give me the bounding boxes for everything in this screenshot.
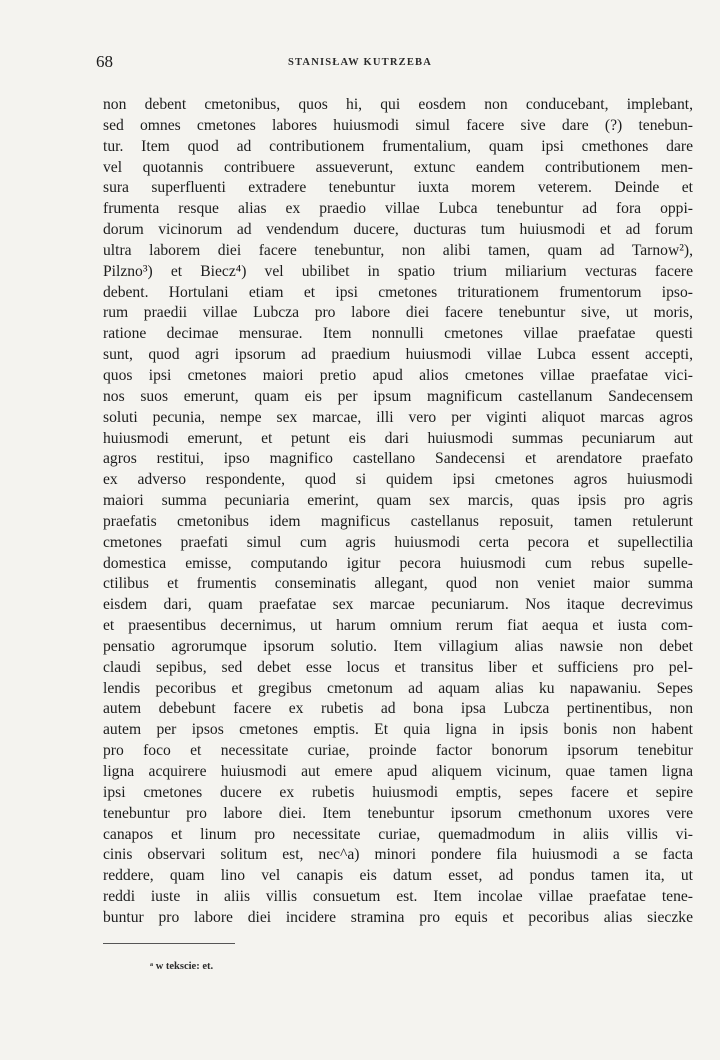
text-line: autem per ipsos cmetones emptis. Et quia ligna in ipsis bonis non habent bbox=[103, 721, 693, 739]
text-line: claudi sepibus, sed debet esse locus et transitus liber et sufficiens pro pel- bbox=[103, 658, 693, 676]
text-line: dorum vicinorum ad vendendum ducere, ducturas tum huiusmodi et ad forum bbox=[103, 221, 693, 239]
text-line: non debent cmetonibus, quos hi, qui eosdem non conducebant, implebant, bbox=[103, 96, 693, 113]
text-line: sunt, quod agri ipsorum ad praedium huiusmodi villae Lubca essent accepti, bbox=[103, 346, 693, 364]
footnote: ᵃ w tekscie: et. bbox=[150, 961, 214, 972]
text-line: pro foco et necessitate curiae, proinde factor bonorum ipsorum tenebitur bbox=[103, 742, 693, 760]
text-line: tur. Item quod ad contributionem frumentalium, quam ipsi cmethones dare bbox=[103, 137, 693, 155]
text-line: ipsi cmetones ducere ex rubetis huiusmodi emptis, sepes facere et sepire bbox=[103, 783, 693, 801]
text-line: cmetones praefati simul cum agris huiusmodi certa pecora et supellectilia bbox=[103, 533, 693, 551]
running-head: STANISŁAW KUTRZEBA bbox=[287, 57, 433, 68]
text-line: reddi iuste in aliis villis consuetum est. Item incolae villae praefatae tene- bbox=[103, 888, 693, 906]
text-line: reddere, quam lino vel canapis eis datum esset, ad pondus tamen ita, ut bbox=[103, 867, 693, 885]
text-line: ctilibus et frumentis conseminatis allegant, quod non veniet maior summa bbox=[103, 575, 693, 593]
text-line: buntur pro labore diei incidere stramina pro equis et pecoribus alias sieczke bbox=[103, 908, 693, 926]
text-line: ligna acquirere huiusmodi aut emere apud aliquem vicinum, quae tamen ligna bbox=[103, 763, 693, 780]
text-line: quos ipsi cmetones maiori pretio apud alios cmetones villae praefatae vici- bbox=[103, 366, 693, 384]
text-line: maiori summa pecuniaria emerint, quam sex marcis, quas ipsis pro agris bbox=[103, 492, 693, 510]
text-line: nos suos emerunt, quam eis per ipsum magnificum castellanum Sandecensem bbox=[103, 387, 693, 405]
text-line: ex adverso respondente, quod si quidem ipsi cmetones agros huiusmodi bbox=[103, 471, 693, 489]
text-line: lendis pecoribus et gregibus cmetonum ad aquam alias ku napawaniu. Sepes bbox=[103, 679, 693, 697]
text-line: debent. Hortulani etiam et ipsi cmetones triturationem frumentorum ipso- bbox=[103, 283, 693, 301]
text-line: soluti pecunia, nempe sex marcae, illi vero per viginti aliquot marcas agros bbox=[103, 408, 693, 426]
text-line: praefatis cmetonibus idem magnificus castellanus reposuit, tamen retulerunt bbox=[103, 512, 693, 530]
text-line: rum praedii villae Lubcza pro labore diei facere tenebuntur sive, ut moris, bbox=[103, 304, 693, 322]
text-line: autem debebunt facere ex rubetis ad bona ipsa Lubcza pertinentibus, non bbox=[103, 700, 693, 718]
text-line: ratione decimae mensurae. Item nonnulli cmetones villae praefatae questi bbox=[103, 325, 693, 343]
text-line: frumenta resque alias ex praedio villae Lubca tenebuntur ad fora oppi- bbox=[103, 200, 693, 218]
text-line: canapos et linum pro necessitate curiae, quemadmodum in aliis villis vi- bbox=[103, 825, 693, 843]
text-line: sura superfluenti extradere tenebuntur iuxta morem veterem. Deinde et bbox=[103, 179, 693, 197]
text-line: eisdem dari, quam praefatae sex marcae pecuniarum. Nos itaque decrevimus bbox=[103, 596, 693, 614]
text-line: ultra laborem diei facere tenebuntur, non alibi tamen, quam ad Tarnow²), bbox=[103, 241, 693, 259]
footnote-divider bbox=[103, 943, 235, 944]
text-line: domestica emisse, computando igitur pecora huiusmodi cum rebus supelle- bbox=[103, 554, 693, 572]
text-line: agros restitui, ipso magnifico castellano Sandecensi et arendatore praefato bbox=[103, 450, 693, 468]
text-line: pensatio agrorumque ipsorum solutio. Item villagium alias nawsie non debet bbox=[103, 637, 693, 655]
text-line: Pilzno³) et Biecz⁴) vel ubilibet in spatio trium miliarium vecturas facere bbox=[103, 262, 693, 280]
page-number: 68 bbox=[96, 52, 113, 71]
text-line: et praesentibus decernimus, ut harum omnium rerum fiat aequa et iusta com- bbox=[103, 617, 693, 635]
text-line: vel quotannis contribuere assueverunt, extunc eandem contributionem men- bbox=[103, 158, 693, 176]
text-line: tenebuntur pro labore diei. Item tenebuntur ipsorum cmethonum uxores vere bbox=[103, 804, 693, 822]
text-line: sed omnes cmetones labores huiusmodi simul facere sive dare (?) tenebun- bbox=[103, 116, 693, 134]
text-line: cinis observari solitum est, nec^a) minori pondere fila huiusmodi a se facta bbox=[103, 846, 693, 864]
body-text bbox=[103, 95, 693, 929]
text-line: huiusmodi emerunt, et petunt eis dari huiusmodi summas pecuniarum aut bbox=[103, 429, 693, 447]
